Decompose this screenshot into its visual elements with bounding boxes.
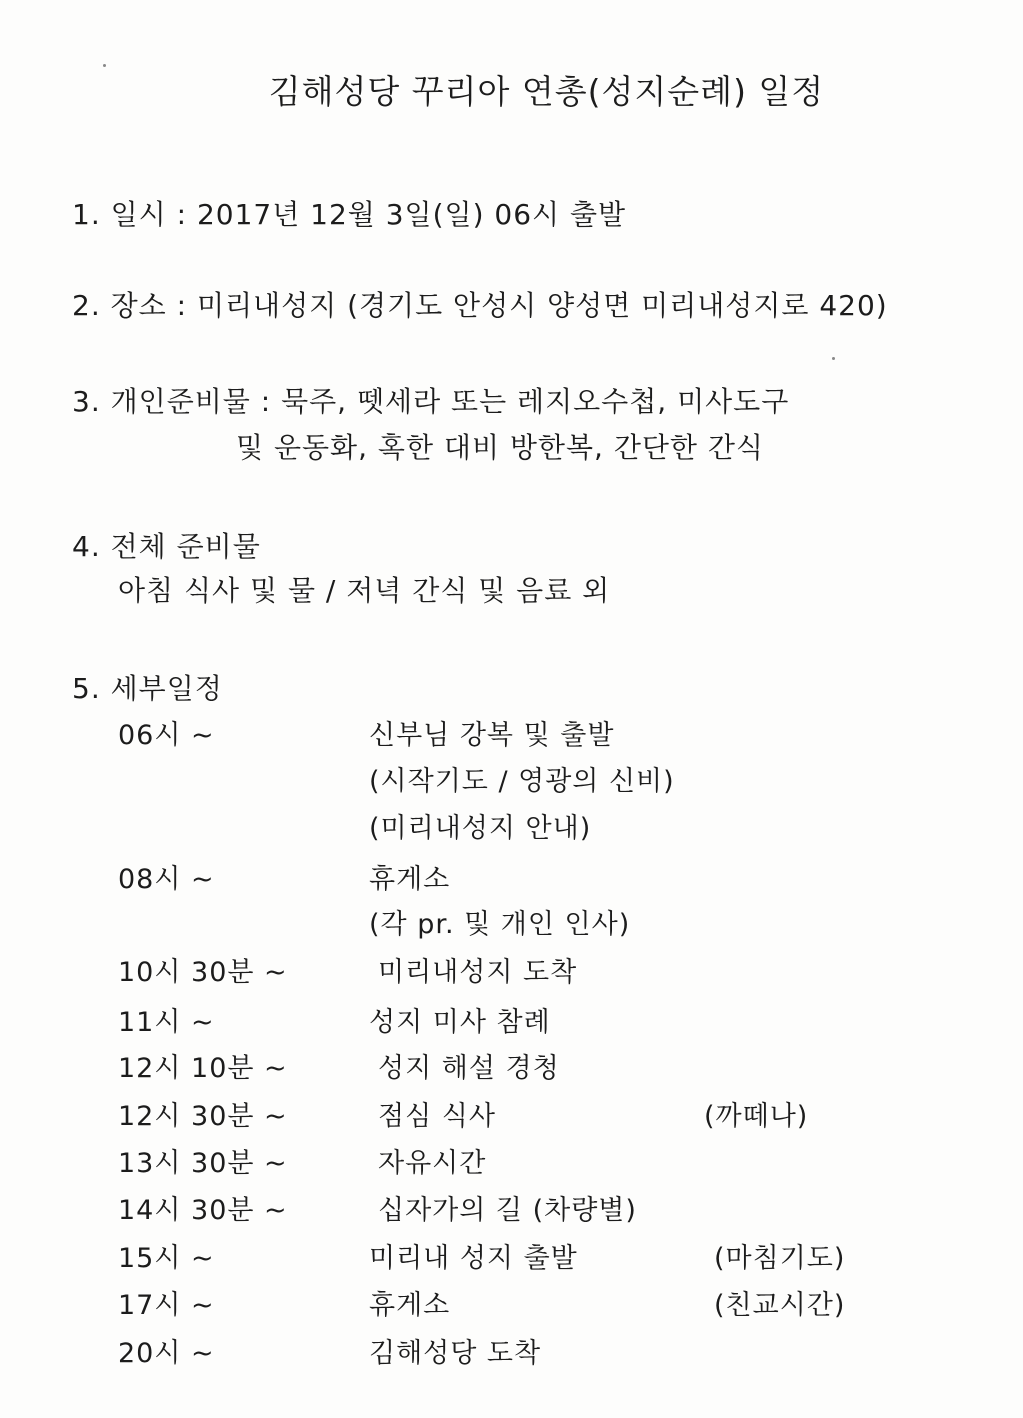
- item-group-heading: 4. 전체 준비물: [72, 530, 261, 563]
- item-personal-line1: 3. 개인준비물 : 묵주, 뗏세라 또는 레지오수첩, 미사도구: [72, 385, 790, 418]
- schedule-note: (까떼나): [704, 1101, 809, 1132]
- schedule-activity: (시작기도 / 영광의 신비): [369, 766, 675, 797]
- item-group-items: 아침 식사 및 물 / 저녁 간식 및 음료 외: [118, 574, 611, 607]
- schedule-time: 11시 ~: [118, 1007, 215, 1038]
- item-schedule-heading: 5. 세부일정: [72, 672, 223, 705]
- schedule-time: 08시 ~: [118, 864, 215, 895]
- schedule-time: 10시 30분 ~: [118, 957, 288, 988]
- schedule-time: 13시 30분 ~: [118, 1148, 288, 1179]
- schedule-time: 14시 30분 ~: [118, 1195, 288, 1226]
- schedule-activity: 성지 해설 경청: [378, 1053, 560, 1084]
- item-date: 1. 일시 : 2017년 12월 3일(일) 06시 출발: [72, 198, 627, 231]
- schedule-activity: 점심 식사: [378, 1101, 496, 1132]
- schedule-activity: (각 pr. 및 개인 인사): [369, 909, 631, 940]
- schedule-time: 12시 30분 ~: [118, 1101, 288, 1132]
- schedule-activity: 십자가의 길 (차량별): [378, 1195, 637, 1226]
- scan-speck: [832, 357, 835, 360]
- schedule-activity: 휴게소: [369, 864, 451, 895]
- schedule-note: (마침기도): [714, 1243, 846, 1274]
- schedule-time: 06시 ~: [118, 720, 215, 751]
- schedule-activity: 김해성당 도착: [369, 1338, 542, 1369]
- schedule-note: (친교시간): [714, 1290, 846, 1321]
- schedule-time: 12시 10분 ~: [118, 1053, 288, 1084]
- schedule-time: 20시 ~: [118, 1338, 215, 1369]
- schedule-activity: 자유시간: [378, 1148, 487, 1179]
- item-place: 2. 장소 : 미리내성지 (경기도 안성시 양성면 미리내성지로 420): [72, 289, 888, 322]
- item-personal-line2: 및 운동화, 혹한 대비 방한복, 간단한 간식: [236, 431, 764, 464]
- schedule-activity: (미리내성지 안내): [369, 813, 592, 844]
- schedule-activity: 신부님 강복 및 출발: [369, 720, 615, 751]
- schedule-time: 15시 ~: [118, 1243, 215, 1274]
- schedule-activity: 미리내성지 도착: [378, 957, 578, 988]
- schedule-activity: 휴게소: [369, 1290, 451, 1321]
- schedule-activity: 성지 미사 참례: [369, 1007, 551, 1038]
- page-title: 김해성당 꾸리아 연총(성지순례) 일정: [268, 72, 825, 111]
- schedule-time: 17시 ~: [118, 1290, 215, 1321]
- schedule-activity: 미리내 성지 출발: [369, 1243, 578, 1274]
